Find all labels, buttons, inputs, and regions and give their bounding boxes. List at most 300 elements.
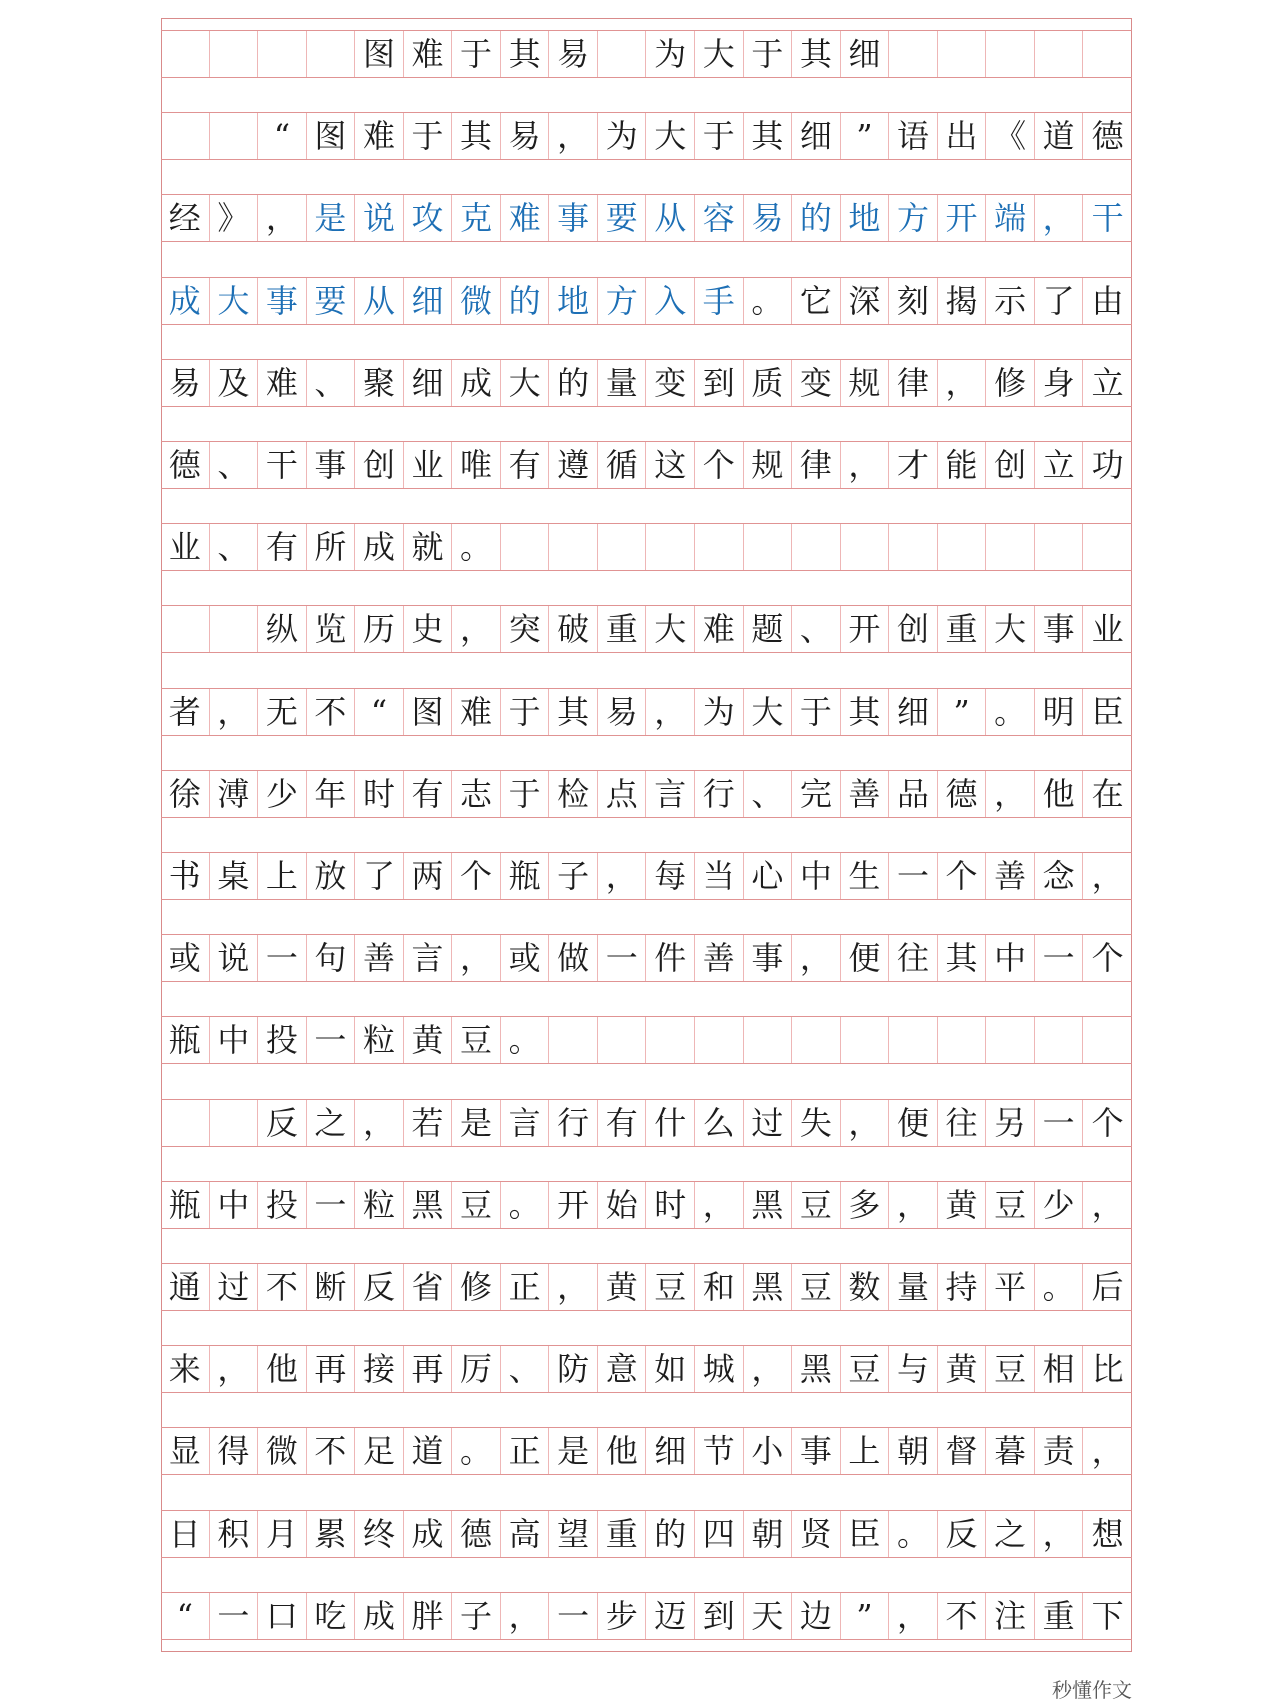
grid-cell: 如 (646, 1346, 695, 1392)
grid-cell: 有 (501, 442, 550, 488)
grid-cell: 循 (598, 442, 647, 488)
grid-cell: 立 (1035, 442, 1084, 488)
grid-cell: 微 (452, 278, 501, 324)
grid-cell: 其 (452, 113, 501, 159)
grid-cell: 念 (1035, 853, 1084, 899)
grid-cell: 子 (452, 1593, 501, 1639)
grid-cell: 重 (938, 606, 987, 652)
grid-cell: 难 (404, 31, 453, 77)
grid-cell: 黄 (938, 1346, 987, 1392)
grid-cell (646, 524, 695, 570)
grid-cell: 言 (646, 771, 695, 817)
grid-cell: “ (355, 689, 404, 735)
grid-cell: 其 (938, 935, 987, 981)
grid-cell: 一 (889, 853, 938, 899)
grid-cell: 语 (889, 113, 938, 159)
grid-row (161, 359, 1132, 407)
grid-cell: 瓶 (161, 1017, 210, 1063)
grid-cell: 豆 (646, 1264, 695, 1310)
grid-row (161, 852, 1132, 900)
grid-cell: 说 (210, 935, 259, 981)
grid-row (161, 1099, 1132, 1147)
grid-cell: ， (792, 935, 841, 981)
grid-cell: 断 (307, 1264, 356, 1310)
grid-cell: 往 (938, 1100, 987, 1146)
grid-cell: 经 (161, 195, 210, 241)
grid-row (161, 1016, 1132, 1064)
grid-cell: 臣 (841, 1511, 890, 1557)
grid-cell: 身 (1035, 360, 1084, 406)
grid-cell: 是 (549, 1428, 598, 1474)
grid-cell: ， (210, 689, 259, 735)
grid-cell: 或 (161, 935, 210, 981)
grid-cell: 其 (549, 689, 598, 735)
grid-cell: 创 (986, 442, 1035, 488)
grid-cell: 的 (501, 278, 550, 324)
grid-cell: ， (452, 935, 501, 981)
grid-cell: ， (210, 1346, 259, 1392)
writing-grid-paper (161, 18, 1132, 1652)
grid-cell: 细 (404, 278, 453, 324)
grid-cell: 失 (792, 1100, 841, 1146)
grid-cell: 端 (986, 195, 1035, 241)
grid-cell: 生 (841, 853, 890, 899)
grid-cell: 地 (549, 278, 598, 324)
grid-cell: 有 (258, 524, 307, 570)
grid-cell: 城 (695, 1346, 744, 1392)
grid-cell: 难 (452, 689, 501, 735)
grid-cell: 功 (1091, 446, 1124, 484)
grid-cell (598, 31, 647, 77)
grid-cell: 是 (307, 195, 356, 241)
grid-cell: 易 (161, 360, 210, 406)
grid-cell: 不 (307, 689, 356, 735)
grid-cell: 一 (307, 1182, 356, 1228)
grid-cell: 大 (501, 360, 550, 406)
grid-cell: 质 (744, 360, 793, 406)
grid-cell: 道 (1035, 113, 1084, 159)
grid-cell: 变 (646, 360, 695, 406)
grid-cell: 豆 (841, 1346, 890, 1392)
grid-cell (792, 524, 841, 570)
grid-cell: 业 (161, 524, 210, 570)
grid-cell: 是 (452, 1100, 501, 1146)
grid-cell: 想 (1091, 1514, 1124, 1553)
grid-cell (986, 524, 1035, 570)
grid-cell: 或 (501, 935, 550, 981)
grid-cell: 大 (695, 31, 744, 77)
grid-cell: 一 (210, 1593, 259, 1639)
grid-cell: 投 (258, 1017, 307, 1063)
paper-border (161, 18, 1132, 1652)
grid-row (161, 1181, 1132, 1229)
grid-cell: ， (549, 1264, 598, 1310)
grid-cell: 年 (307, 771, 356, 817)
grid-cell: 步 (598, 1593, 647, 1639)
grid-cell: 德 (452, 1511, 501, 1557)
grid-cell: 能 (938, 442, 987, 488)
grid-cell: 上 (258, 853, 307, 899)
grid-cell: 入 (646, 278, 695, 324)
grid-cell (889, 524, 938, 570)
grid-cell: 便 (889, 1100, 938, 1146)
grid-cell: 律 (889, 360, 938, 406)
grid-cell (501, 524, 550, 570)
grid-cell (792, 1017, 841, 1063)
grid-cell: ， (1035, 1511, 1084, 1557)
grid-cell: 》 (210, 195, 259, 241)
grid-cell (161, 1100, 210, 1146)
grid-cell: 干 (1091, 199, 1124, 238)
grid-cell: 从 (355, 278, 404, 324)
grid-cell: 若 (404, 1100, 453, 1146)
grid-cell: 这 (646, 442, 695, 488)
grid-cell: 就 (404, 524, 453, 570)
grid-cell: 天 (744, 1593, 793, 1639)
grid-cell: 重 (598, 1511, 647, 1557)
grid-cell: 有 (404, 771, 453, 817)
grid-cell: 开 (938, 195, 987, 241)
grid-cell: 一 (598, 935, 647, 981)
grid-cell (161, 606, 210, 652)
grid-cell (210, 31, 259, 77)
grid-cell: 。 (1035, 1264, 1084, 1310)
grid-cell: 日 (161, 1511, 210, 1557)
grid-cell: ， (1091, 1185, 1124, 1224)
grid-cell: 句 (307, 935, 356, 981)
grid-cell: 说 (355, 195, 404, 241)
grid-row (161, 770, 1132, 818)
grid-cell: 业 (1091, 610, 1124, 649)
grid-row (161, 277, 1132, 325)
grid-row (161, 194, 1132, 242)
grid-cell: 大 (646, 113, 695, 159)
grid-cell: 其 (744, 113, 793, 159)
grid-cell: 始 (598, 1182, 647, 1228)
grid-cell: 刻 (889, 278, 938, 324)
grid-cell: 。 (501, 1182, 550, 1228)
grid-cell: 难 (258, 360, 307, 406)
grid-cell: 反 (938, 1511, 987, 1557)
grid-cell: 累 (307, 1511, 356, 1557)
grid-cell: 他 (598, 1428, 647, 1474)
grid-cell: 成 (161, 278, 210, 324)
grid-cell: ， (646, 689, 695, 735)
grid-cell: 足 (355, 1428, 404, 1474)
grid-cell: 、 (501, 1346, 550, 1392)
grid-cell: 行 (695, 771, 744, 817)
grid-cell: 再 (307, 1346, 356, 1392)
grid-cell (1083, 1017, 1132, 1063)
grid-cell: 遵 (549, 442, 598, 488)
grid-cell (1083, 524, 1132, 570)
grid-cell: 、 (744, 771, 793, 817)
grid-row (161, 1592, 1132, 1640)
grid-cell: 过 (210, 1264, 259, 1310)
grid-cell: 豆 (792, 1182, 841, 1228)
grid-cell: 品 (889, 771, 938, 817)
grid-cell: 示 (986, 278, 1035, 324)
grid-cell: 黄 (598, 1264, 647, 1310)
grid-cell: 之 (986, 1511, 1035, 1557)
grid-cell: 事 (744, 935, 793, 981)
grid-cell: 朝 (744, 1511, 793, 1557)
grid-cell: 防 (549, 1346, 598, 1392)
grid-cell: 图 (404, 689, 453, 735)
grid-cell: 个 (938, 853, 987, 899)
grid-cell: 细 (404, 360, 453, 406)
grid-cell (695, 1017, 744, 1063)
grid-cell: 暮 (986, 1428, 1035, 1474)
grid-cell: 重 (1035, 1593, 1084, 1639)
grid-cell: “ (258, 113, 307, 159)
grid-cell: 正 (501, 1264, 550, 1310)
grid-cell: 比 (1091, 1350, 1124, 1389)
grid-cell: “ (161, 1593, 210, 1639)
grid-cell: 的 (646, 1511, 695, 1557)
grid-cell: 不 (258, 1264, 307, 1310)
grid-cell: 开 (549, 1182, 598, 1228)
grid-cell: ， (1035, 195, 1084, 241)
grid-cell: 瓶 (501, 853, 550, 899)
grid-cell: ， (501, 1593, 550, 1639)
grid-cell: 么 (695, 1100, 744, 1146)
grid-row (161, 605, 1132, 653)
grid-cell: 手 (695, 278, 744, 324)
grid-cell (1035, 31, 1084, 77)
grid-cell: 他 (1035, 771, 1084, 817)
grid-cell: 、 (307, 360, 356, 406)
grid-cell: 四 (695, 1511, 744, 1557)
grid-cell (889, 31, 938, 77)
grid-cell: 书 (161, 853, 210, 899)
grid-cell (744, 524, 793, 570)
grid-cell: 无 (258, 689, 307, 735)
grid-cell (938, 31, 987, 77)
grid-cell: 出 (938, 113, 987, 159)
grid-cell: 少 (258, 771, 307, 817)
grid-cell (210, 113, 259, 159)
grid-cell: 臣 (1091, 692, 1124, 731)
grid-cell: 徐 (161, 771, 210, 817)
grid-cell: ” (938, 689, 987, 735)
grid-cell: 事 (307, 442, 356, 488)
grid-cell: 修 (986, 360, 1035, 406)
grid-cell: 到 (695, 1593, 744, 1639)
grid-cell: 历 (355, 606, 404, 652)
grid-cell: 克 (452, 195, 501, 241)
grid-cell: 。 (986, 689, 1035, 735)
grid-cell: 责 (1035, 1428, 1084, 1474)
grid-cell: 及 (210, 360, 259, 406)
grid-cell: 明 (1035, 689, 1084, 735)
grid-cell: 中 (210, 1017, 259, 1063)
grid-cell: 、 (210, 524, 259, 570)
grid-cell: 和 (695, 1264, 744, 1310)
grid-cell: 口 (258, 1593, 307, 1639)
grid-cell: 点 (598, 771, 647, 817)
grid-cell: 细 (792, 113, 841, 159)
grid-cell: 的 (792, 195, 841, 241)
grid-row (161, 30, 1132, 78)
grid-cell: 迈 (646, 1593, 695, 1639)
grid-row (161, 523, 1132, 571)
grid-cell: 于 (404, 113, 453, 159)
grid-cell: 才 (889, 442, 938, 488)
grid-cell: 要 (307, 278, 356, 324)
grid-cell: 少 (1035, 1182, 1084, 1228)
grid-cell: 朝 (889, 1428, 938, 1474)
grid-cell: 往 (889, 935, 938, 981)
grid-cell: 心 (744, 853, 793, 899)
grid-cell: 为 (695, 689, 744, 735)
grid-cell: 什 (646, 1100, 695, 1146)
grid-cell: 在 (1091, 774, 1124, 813)
grid-cell: ， (744, 1346, 793, 1392)
grid-cell: 地 (841, 195, 890, 241)
grid-cell: 后 (1091, 1268, 1124, 1306)
grid-cell: 难 (355, 113, 404, 159)
grid-cell: 正 (501, 1428, 550, 1474)
grid-cell: 督 (938, 1428, 987, 1474)
grid-cell: 他 (258, 1346, 307, 1392)
grid-cell (841, 1017, 890, 1063)
grid-cell: 与 (889, 1346, 938, 1392)
grid-cell: 攻 (404, 195, 453, 241)
grid-cell: 规 (841, 360, 890, 406)
grid-cell: 聚 (355, 360, 404, 406)
grid-cell: 于 (695, 113, 744, 159)
grid-cell: 望 (549, 1511, 598, 1557)
grid-cell (598, 1017, 647, 1063)
grid-cell: 个 (1091, 1103, 1124, 1142)
grid-cell: 黄 (938, 1182, 987, 1228)
grid-cell: 于 (744, 31, 793, 77)
grid-cell: ， (549, 113, 598, 159)
grid-cell: 豆 (986, 1182, 1035, 1228)
grid-cell: ， (841, 1100, 890, 1146)
grid-cell: 于 (501, 689, 550, 735)
grid-cell (210, 1100, 259, 1146)
grid-cell: 善 (355, 935, 404, 981)
grid-cell (258, 31, 307, 77)
grid-row (161, 1510, 1132, 1558)
grid-cell: ， (695, 1182, 744, 1228)
grid-cell: 成 (404, 1511, 453, 1557)
grid-cell: 难 (695, 606, 744, 652)
grid-cell: 。 (452, 524, 501, 570)
grid-cell: 来 (161, 1346, 210, 1392)
grid-cell: 纵 (258, 606, 307, 652)
grid-cell: 量 (889, 1264, 938, 1310)
grid-cell: 上 (841, 1428, 890, 1474)
grid-cell: 子 (549, 853, 598, 899)
grid-cell: 。 (889, 1511, 938, 1557)
grid-cell: 道 (404, 1428, 453, 1474)
grid-cell: 贤 (792, 1511, 841, 1557)
grid-cell: 放 (307, 853, 356, 899)
watermark: 秒懂作文 (1052, 1678, 1132, 1702)
grid-cell: ， (355, 1100, 404, 1146)
grid-cell: 完 (792, 771, 841, 817)
grid-cell: 唯 (452, 442, 501, 488)
grid-cell: 其 (841, 689, 890, 735)
grid-cell: 溥 (210, 771, 259, 817)
grid-row (161, 688, 1132, 736)
grid-cell: 粒 (355, 1017, 404, 1063)
grid-cell: 事 (549, 195, 598, 241)
grid-cell: 规 (744, 442, 793, 488)
grid-row (161, 1345, 1132, 1393)
grid-cell (161, 31, 210, 77)
grid-cell: 创 (889, 606, 938, 652)
grid-cell: 中 (210, 1182, 259, 1228)
grid-cell: 德 (1091, 117, 1124, 156)
grid-cell: 边 (792, 1593, 841, 1639)
grid-cell: 得 (210, 1428, 259, 1474)
grid-cell: 过 (744, 1100, 793, 1146)
grid-cell (549, 524, 598, 570)
grid-cell: 豆 (986, 1346, 1035, 1392)
grid-cell: 豆 (452, 1182, 501, 1228)
grid-cell: 干 (258, 442, 307, 488)
grid-cell: 不 (307, 1428, 356, 1474)
grid-cell: 成 (355, 524, 404, 570)
grid-cell: 题 (744, 606, 793, 652)
grid-cell: 个 (695, 442, 744, 488)
grid-cell (986, 1017, 1035, 1063)
grid-cell: 所 (307, 524, 356, 570)
grid-cell: 小 (744, 1428, 793, 1474)
grid-cell: ， (841, 442, 890, 488)
grid-cell: ， (938, 360, 987, 406)
grid-cell: 容 (695, 195, 744, 241)
grid-cell: 微 (258, 1428, 307, 1474)
grid-cell: 黑 (404, 1182, 453, 1228)
grid-cell: ， (258, 195, 307, 241)
grid-cell: 图 (355, 31, 404, 77)
grid-cell: 行 (549, 1100, 598, 1146)
grid-cell: 高 (501, 1511, 550, 1557)
grid-cell: 一 (1035, 1100, 1084, 1146)
grid-cell: 个 (1091, 939, 1124, 978)
grid-row (161, 112, 1132, 160)
grid-cell: 易 (598, 689, 647, 735)
grid-cell: 下 (1091, 1596, 1124, 1635)
grid-cell: 相 (1035, 1346, 1084, 1392)
grid-cell: ” (841, 113, 890, 159)
grid-cell: 为 (598, 113, 647, 159)
grid-cell: 事 (792, 1428, 841, 1474)
grid-cell: 黄 (404, 1017, 453, 1063)
grid-cell: 注 (986, 1593, 1035, 1639)
grid-cell: 从 (646, 195, 695, 241)
grid-cell: 了 (355, 853, 404, 899)
grid-cell: 。 (452, 1428, 501, 1474)
grid-cell: 当 (695, 853, 744, 899)
grid-cell: 大 (646, 606, 695, 652)
grid-cell (1035, 1017, 1084, 1063)
grid-cell (549, 1017, 598, 1063)
grid-cell: 豆 (792, 1264, 841, 1310)
grid-cell: 个 (452, 853, 501, 899)
grid-cell: 一 (307, 1017, 356, 1063)
grid-cell: 。 (501, 1017, 550, 1063)
grid-cell: 的 (549, 360, 598, 406)
grid-cell: 易 (501, 113, 550, 159)
grid-cell: 为 (646, 31, 695, 77)
grid-cell: 览 (307, 606, 356, 652)
